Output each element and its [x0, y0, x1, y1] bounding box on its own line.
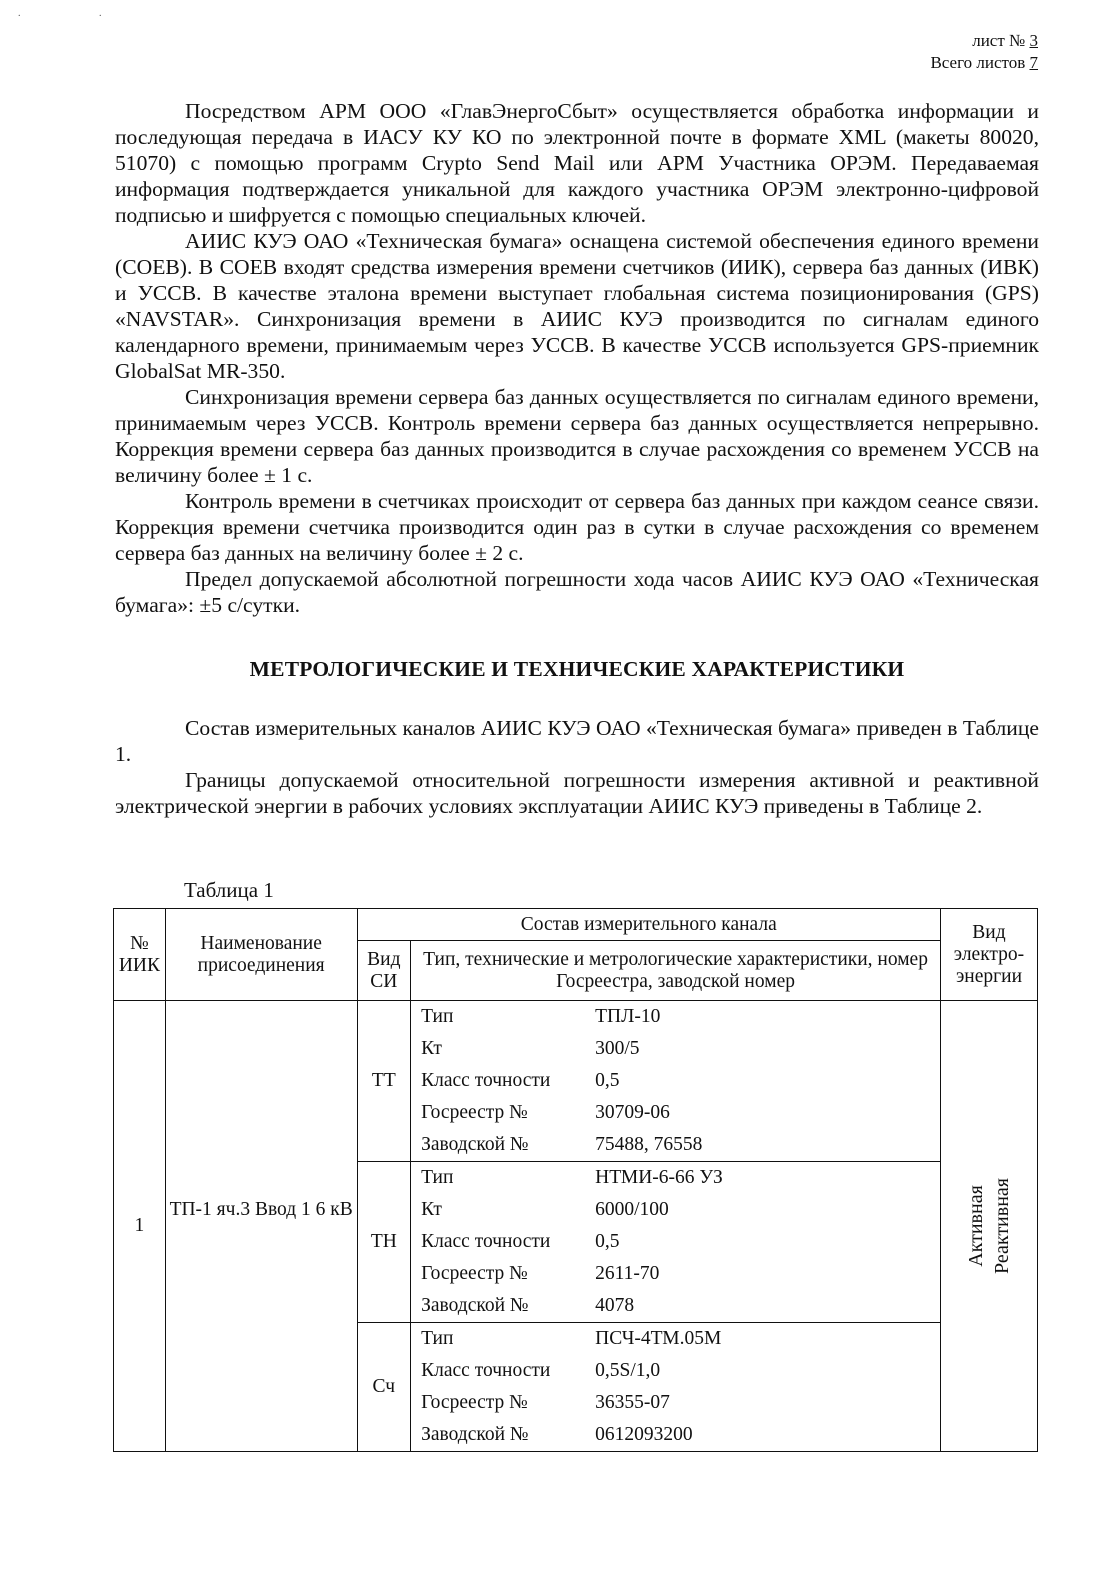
char-key: Тип: [421, 1328, 454, 1349]
sheet-number-line: [930, 30, 1038, 52]
header-energy: Вид электро-энергии: [940, 909, 1037, 1001]
char-value: 0,5S/1,0: [595, 1360, 661, 1381]
char-value: 36355-07: [595, 1392, 670, 1413]
paragraph: Состав измерительных каналов АИИС КУЭ ОАО «Техническая бумага» приведен в Таблице 1.: [115, 716, 1039, 766]
char-value: 6000/100: [595, 1199, 669, 1220]
char-value: 300/5: [595, 1038, 640, 1059]
total-sheets-label: Всего листов: [930, 53, 1026, 72]
list-item: [411, 1162, 940, 1194]
list-item: [411, 1323, 940, 1355]
char-key: Госреестр №: [421, 1392, 528, 1413]
header-name: Наименование присоединения: [165, 909, 357, 1001]
body-text-section-2: [115, 715, 1039, 819]
energy-reactive: Реактивная: [990, 1178, 1013, 1274]
char-value: 0,5: [595, 1231, 620, 1252]
energy-type-vertical: [941, 1178, 1037, 1274]
paragraph: Предел допускаемой абсолютной погрешности хода часов АИИС КУЭ ОАО «Техническая бумага»: ±5 с/сутки.: [115, 567, 1039, 617]
char-value: 4078: [595, 1295, 635, 1316]
si-type-cell: Сч: [357, 1323, 411, 1452]
char-value: 30709-06: [595, 1102, 670, 1123]
char-key: Кт: [421, 1199, 442, 1220]
char-value: ПСЧ-4ТМ.05М: [595, 1328, 722, 1349]
list-item: [411, 1129, 940, 1161]
char-value: 0612093200: [595, 1424, 693, 1445]
paragraph: Посредством АРМ ООО «ГлавЭнергоСбыт» осуществляется обработка информации и последующая передача в ИАСУ КУ КО по электронной почте в формате XML (макеты 80020, 51070) с помощью программ Crypto Send Mail или АРМ Участника ОРЭМ. Передаваемая информация подтверждается уникальной для каждого участника ОРЭМ электронно-цифровой подписью и шифруется с помощью специальных ключей.: [115, 99, 1039, 227]
list-item: [411, 1387, 940, 1419]
char-key: Госреестр №: [421, 1102, 528, 1123]
list-item: [411, 1001, 940, 1033]
table-caption: Таблица 1: [184, 878, 274, 902]
sheet-number-block: [930, 30, 1038, 74]
list-item: [411, 1355, 940, 1387]
row-num: 1: [114, 1001, 166, 1452]
energy-active: Активная: [964, 1185, 987, 1267]
char-key: Тип: [421, 1167, 454, 1188]
section-heading: МЕТРОЛОГИЧЕСКИЕ И ТЕХНИЧЕСКИЕ ХАРАКТЕРИСТИКИ: [249, 657, 905, 681]
list-item: [411, 1065, 940, 1097]
list-item: [411, 1419, 940, 1451]
energy-type-rotated: [963, 1178, 1015, 1274]
list-item: [411, 1097, 940, 1129]
header-num: № ИИК: [114, 909, 166, 1001]
measurement-channels-table: [113, 908, 1038, 1452]
char-value: 0,5: [595, 1070, 620, 1091]
row-name: ТП-1 яч.3 Ввод 1 6 кВ: [165, 1001, 357, 1452]
total-sheets-number: 7: [1029, 53, 1038, 72]
paragraph: Контроль времени в счетчиках происходит от сервера баз данных при каждом сеансе связи. Коррекция времени счетчика производится один раз в сутки в случае расхождения со временем сервера баз данных на величину более ± 2 с.: [115, 489, 1039, 565]
char-key: Класс точности: [421, 1360, 551, 1381]
si-type-cell: ТТ: [357, 1001, 411, 1162]
char-key: Заводской №: [421, 1134, 529, 1155]
list-item: [411, 1194, 940, 1226]
characteristics-cell: [411, 1323, 941, 1452]
char-key: Класс точности: [421, 1231, 551, 1252]
char-value: 2611-70: [595, 1263, 660, 1284]
char-key: Заводской №: [421, 1424, 529, 1445]
scan-specks: . .: [18, 8, 140, 19]
characteristics-list: [411, 1162, 940, 1322]
list-item: [411, 1258, 940, 1290]
paragraph: Границы допускаемой относительной погрешности измерения активной и реактивной электрической энергии в рабочих условиях эксплуатации АИИС КУЭ приведены в Таблице 2.: [115, 768, 1039, 818]
char-key: Тип: [421, 1006, 454, 1027]
char-key: Класс точности: [421, 1070, 551, 1091]
header-characteristics: Тип, технические и метрологические характеристики, номер Госреестра, заводской номер: [411, 941, 941, 1001]
paragraph: АИИС КУЭ ОАО «Техническая бумага» оснащена системой обеспечения единого времени (СОЕВ). В СОЕВ входят средства измерения времени счетчиков (ИИК), сервера баз данных (ИВК) и УССВ. В качестве эталона времени выступает глобальная система позиционирования (GPS) «NAVSTAR». Синхронизация времени в АИИС КУЭ производится по сигналам единого календарного времени, принимаемым через УССВ. В качестве УССВ используется GPS-приемник GlobalSat MR-350.: [115, 229, 1039, 383]
char-value: НТМИ-6-66 УЗ: [595, 1167, 723, 1188]
char-key: Госреестр №: [421, 1263, 528, 1284]
char-value: ТПЛ-10: [595, 1006, 661, 1027]
characteristics-list: [411, 1001, 940, 1161]
body-text-section-1: [115, 98, 1039, 618]
char-value: 75488, 76558: [595, 1134, 703, 1155]
energy-type-cell: [940, 1001, 1037, 1452]
list-item: [411, 1033, 940, 1065]
sheet-label: лист №: [972, 31, 1026, 50]
sheet-number: 3: [1029, 31, 1038, 50]
total-sheets-line: [930, 52, 1038, 74]
characteristics-cell: [411, 1001, 941, 1162]
list-item: [411, 1290, 940, 1322]
char-key: Заводской №: [421, 1295, 529, 1316]
header-composition: Состав измерительного канала: [357, 909, 940, 941]
characteristics-list: [411, 1323, 940, 1451]
list-item: [411, 1226, 940, 1258]
si-type-cell: ТН: [357, 1162, 411, 1323]
char-key: Кт: [421, 1038, 442, 1059]
paragraph: Синхронизация времени сервера баз данных осуществляется по сигналам единого времени, принимаемым через УССВ. Контроль времени сервера баз данных осуществляется непрерывно. Коррекция времени сервера баз данных производится в случае расхождения со временем УССВ на величину более ± 1 с.: [115, 385, 1039, 487]
header-si-type: Вид СИ: [357, 941, 411, 1001]
characteristics-cell: [411, 1162, 941, 1323]
